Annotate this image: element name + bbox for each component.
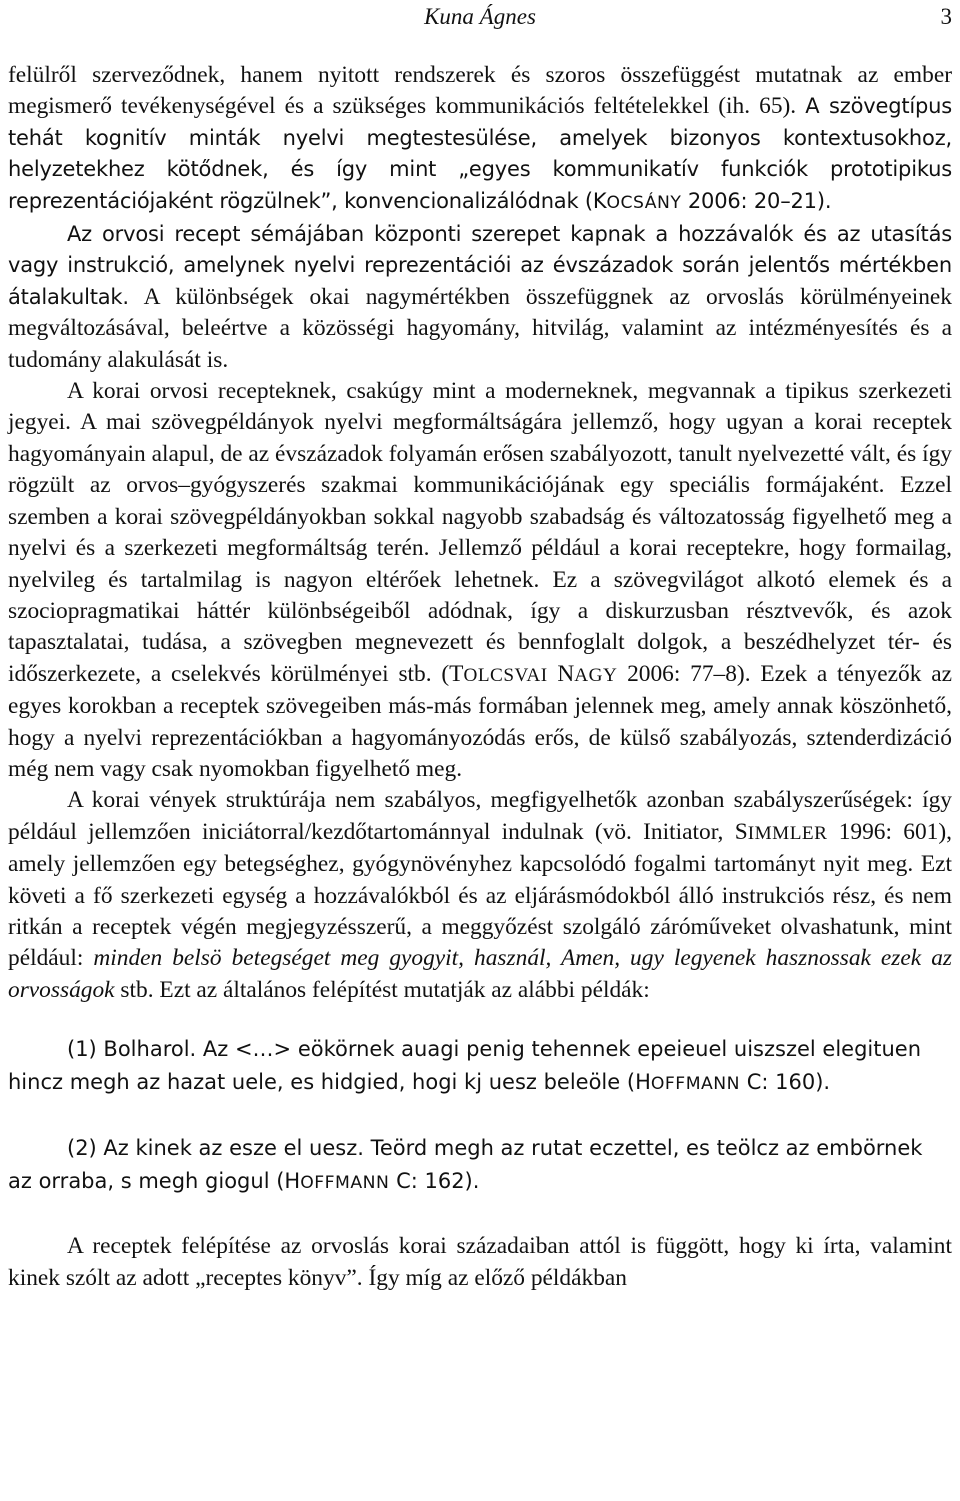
- paragraph-2: [8, 219, 952, 376]
- p1-sans-text: A szövegtípus tehát kognitív minták nyelvi megtestesülése, amelyek bizonyos kontextusokhoz, helyzetekhez kötődnek, és így mint „egyes kommunikatív funkciók prototipikus reprezentációjaként rögzülnek”, konvencionalizálódnak (: [8, 94, 952, 213]
- p3-text-a: A korai orvosi recepteknek, csakúgy mint a moderneknek, megvannak a tipikus szerkezeti jegyei. A mai szövegpéldányok nyelvi megformáltságára jellemző, hogy ugyan a korai receptek hagyományain alapul, de az évszázadok folyamán erősen szabályozott, tanult nyelvezetté vált, és így rögzült az orvos–gyógyszerés szakmai kommunikációjának egy speciális formájaként. Ezzel szemben a korai szövegpéldányokban sokkal nagyobb szabadság és változatosság figyelhető meg a nyelvi és a szerkezeti megformáltság terén. Jellemző például a korai receptekre, hogy formailag, nyelvileg és tartalmilag is nagyon eltérőek lehetnek. Ez a szövegvilágot alkotó elemek és a szociopragmatikai háttér különbségeiből adódnak, így a diskurzusban résztvevők, és azok tapasztalatai, tudása, a szövegben megnevezett és bennfoglalt dolgok, a beszédhelyzet tér- és időszerkezete, a cselekvés körülményei stb. (: [8, 378, 952, 687]
- p4-text-a: A korai vények struktúrája nem szabályos, megfigyelhetők azonban szabályszerűségek: így például jellemzően iniciátorral/kezdőtartománnyal indulnak (vö. Initiator,: [8, 787, 952, 845]
- p2-text-a: Az orvosi recept sémájában központi szerepet kapnak a hozzávalók és az utasítás vagy instrukció, amelynek nyelvi reprezentációi az évszázadok során jelentős mértékben átalakultak.: [8, 222, 952, 309]
- example-2-cite-h: H: [284, 1169, 301, 1194]
- p4-cite-sc: IMMLER: [747, 822, 828, 844]
- example-1-cite-h: H: [635, 1070, 651, 1095]
- p3-cite-n: N: [547, 660, 575, 687]
- p4-text-b: 1996: 601), amely jellemzően egy betegséghez, gyógynövényhez kapcsolódó fogalmi tartományt nyit meg. Ezt követi a fő szerkezeti egység a hozzávalókból és az eljárásmódokból álló instrukciós rész, és nem ritkán a receptek végén megjegyzésszerű, a meggyőzést szolgáló záróműveket olvashatunk, mint például:: [8, 818, 953, 972]
- p1-text-a: felülről szerveződnek, hanem nyitott rendszerek és szoros összefüggést mutatnak az ember megismerő tevékenységével és a szükséges kommunikációs feltételekkel (ih. 65).: [8, 62, 952, 120]
- example-2-cite-sc: OFFMANN: [300, 1173, 390, 1194]
- p1-cite-rest: 2006: 20–21).: [681, 188, 832, 213]
- example-2: [8, 1132, 952, 1200]
- p3-cite-sc1: OLCSVAI: [463, 664, 548, 686]
- p4-text-c: stb. Ezt az általános felépítést mutatják az alábbi példák:: [114, 976, 650, 1003]
- p4-italic-quote: minden belsö betegséget meg gyogyit, használ, Amen, ugy legyenek hasznossak ezek az orvosságok: [8, 945, 952, 1003]
- example-1: [8, 1033, 952, 1101]
- paragraph-4: [8, 785, 952, 1006]
- page-number: 3: [940, 4, 952, 29]
- header-author: Kuna Ágnes: [424, 4, 536, 29]
- p4-cite-s: S: [734, 818, 748, 845]
- example-1-cite-rest: C: 160).: [740, 1070, 831, 1095]
- example-1-text: (1) Bolharol. Az <…> eökörnek auagi penig tehennek epeieuel uiszszel elegituen hincz megh az hazat uele, es hidgied, hogi kj uesz beleöle (: [8, 1037, 922, 1095]
- p1-cite-smallcaps: OCSÁNY: [606, 192, 682, 213]
- p2-text-b: A különbségek okai nagymértékben összefüggnek az orvoslás körülményeinek megváltozásával, beleértve a közösségi hagyomány, hitvilág, valamint az intézményesítés és a tudomány alakulását is.: [8, 283, 952, 373]
- example-2-text: (2) Az kinek az esze el uesz. Teörd megh az rutat eczettel, es teölcz az embörnek az orraba, s megh giogul (: [8, 1136, 923, 1194]
- paragraph-1: [8, 60, 952, 219]
- body-text: [8, 60, 952, 1294]
- p3-cite-rest: 2006: 77–8).: [617, 660, 751, 687]
- p3-cite-sc2: AGY: [574, 664, 618, 686]
- paragraph-5: [8, 1231, 952, 1294]
- p3-cite-t: T: [449, 660, 464, 687]
- p1-cite-initial: K: [592, 188, 607, 213]
- p5-text: A receptek felépítése az orvoslás korai századaiban attól is függött, hogy ki írta, valamint kinek szólt az adott „receptes könyv”. Így míg az előző példákban: [8, 1233, 952, 1291]
- example-2-cite-rest: C: 162).: [389, 1169, 480, 1194]
- paragraph-3: [8, 376, 952, 785]
- running-header: [8, 4, 952, 32]
- p3-text-b: Ezek a tényezők az egyes korokban a receptek szövegeiben más-más formában jelennek meg, amely annak köszönhető, hogy a nyelvi reprezentációkban a hagyományozódás erős, de külső szabályozás, sztenderdizáció még nem vagy csak nyomokban figyelhető meg.: [8, 660, 952, 782]
- example-1-cite-sc: OFFMANN: [650, 1074, 741, 1095]
